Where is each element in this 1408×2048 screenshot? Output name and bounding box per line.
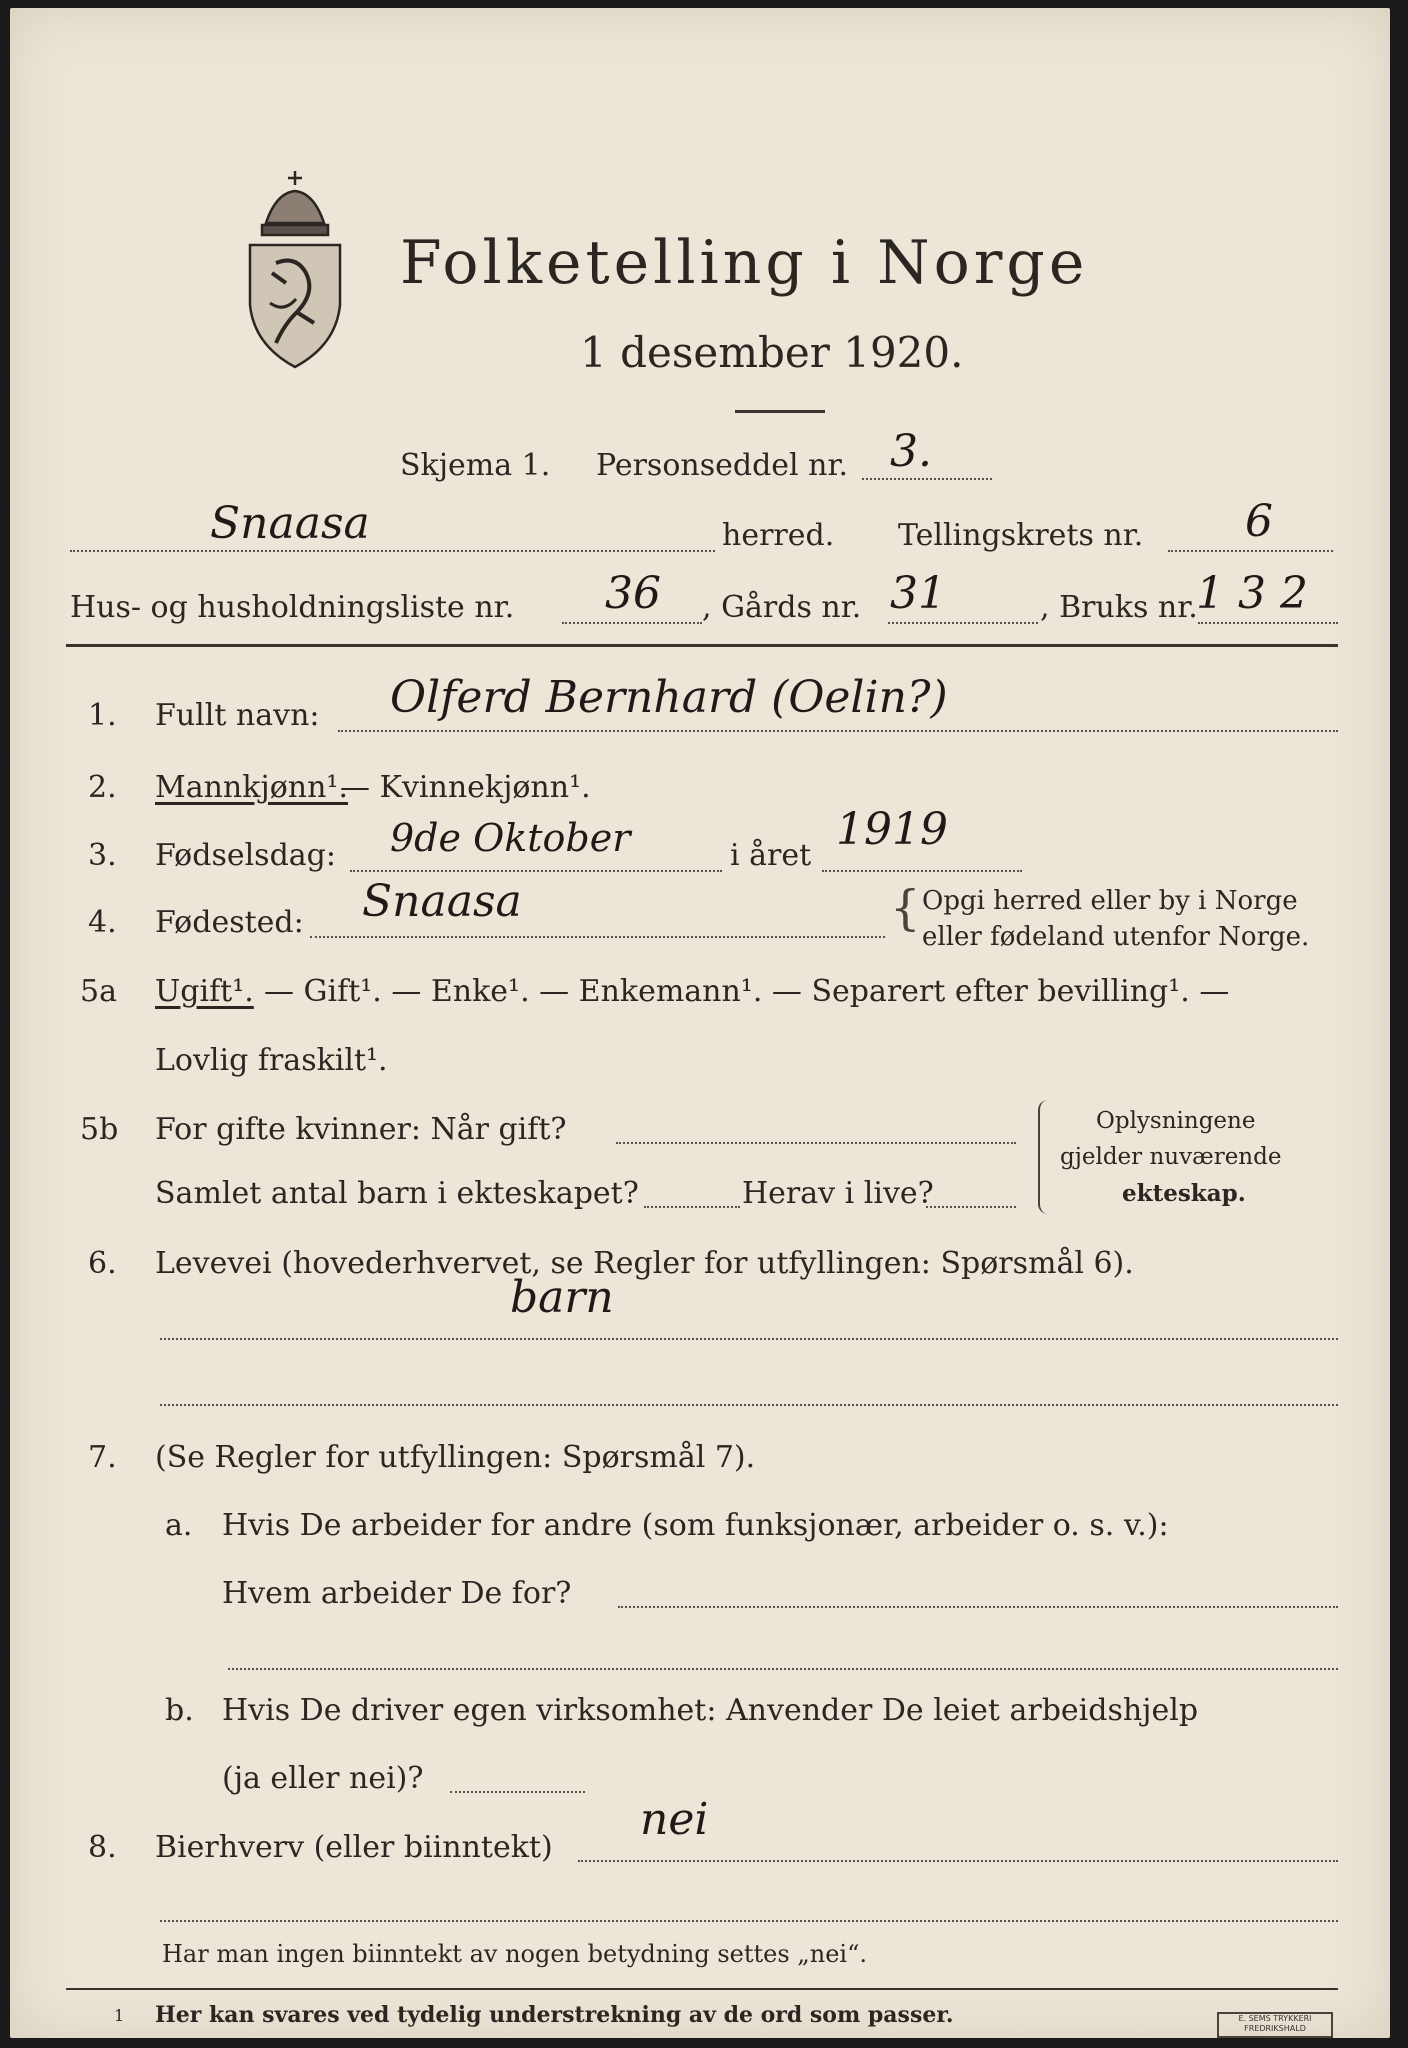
q3-birthdate-value[interactable]: 9de Oktober bbox=[390, 816, 631, 860]
q4-note-brace: { bbox=[890, 880, 921, 936]
q8-side-income-value[interactable]: nei bbox=[640, 1794, 709, 1845]
q5a-ugift-option[interactable]: Ugift¹. bbox=[155, 974, 254, 1009]
herred-label: herred. bbox=[722, 518, 835, 553]
q7a-label-1: Hvis De arbeider for andre (som funksjonær, arbeider o. s. v.): bbox=[222, 1508, 1169, 1543]
census-date: 1 desember 1920. bbox=[580, 328, 964, 377]
q5b-married-label: For gifte kvinner: Når gift? bbox=[155, 1112, 567, 1147]
title-divider bbox=[735, 410, 825, 413]
tellingskrets-label: Tellingskrets nr. bbox=[898, 518, 1144, 553]
herred-value[interactable]: Snaasa bbox=[210, 498, 370, 549]
q2-number: 2. bbox=[88, 770, 117, 805]
bruks-value[interactable]: 1 3 2 bbox=[1196, 568, 1308, 619]
q4-number: 4. bbox=[88, 905, 117, 940]
q5b-alive-label: Herav i live? bbox=[742, 1176, 934, 1211]
q5a-number: 5a bbox=[80, 974, 117, 1009]
printer-name: E. SEMS TRYKKERI bbox=[1238, 2014, 1312, 2023]
q5b-note-line-1: Oplysningene bbox=[1096, 1108, 1256, 1134]
q5a-line-2[interactable]: Lovlig fraskilt¹. bbox=[155, 1043, 388, 1078]
q3-label: Fødselsdag: bbox=[155, 838, 336, 873]
personseddel-value[interactable]: 3. bbox=[890, 426, 932, 477]
q2-female-option[interactable]: — Kvinnekjønn¹. bbox=[340, 770, 591, 805]
q5b-note-line-2: gjelder nuværende bbox=[1060, 1144, 1282, 1170]
footnote-text: Her kan svares ved tydelig understrekning av de ord som passer. bbox=[155, 2002, 954, 2028]
q7a-number: a. bbox=[165, 1508, 193, 1543]
q5b-number: 5b bbox=[80, 1112, 119, 1147]
footnote-mark: 1 bbox=[114, 2006, 125, 2025]
norwegian-coat-of-arms-icon bbox=[236, 163, 354, 378]
q5b-children-label: Samlet antal barn i ekteskapet? bbox=[155, 1176, 639, 1211]
q1-label: Fullt navn: bbox=[155, 698, 320, 733]
bruks-label: , Bruks nr. bbox=[1040, 590, 1198, 625]
q5b-note-line-3: ekteskap. bbox=[1122, 1180, 1246, 1207]
q5b-note-bracket bbox=[1038, 1100, 1048, 1214]
q8-note: Har man ingen biinntekt av nogen betydning settes „nei“. bbox=[162, 1940, 867, 1968]
q4-note-line-2: eller fødeland utenfor Norge. bbox=[922, 922, 1310, 952]
printer-stamp bbox=[1217, 2012, 1333, 2038]
form-title: Folketelling i Norge bbox=[400, 228, 1089, 298]
q3-year-value[interactable]: 1919 bbox=[836, 804, 948, 855]
q4-note-line-1: Opgi herred eller by i Norge bbox=[922, 886, 1298, 916]
printer-city: FREDRIKSHALD bbox=[1244, 2024, 1306, 2033]
q6-occupation-value[interactable]: barn bbox=[510, 1272, 614, 1323]
q7b-label-1: Hvis De driver egen virksomhet: Anvender De leiet arbeidshjelp bbox=[222, 1693, 1199, 1728]
q1-number: 1. bbox=[88, 698, 117, 733]
hus-label: Hus- og husholdningsliste nr. bbox=[70, 590, 515, 625]
q4-label: Fødested: bbox=[155, 905, 304, 940]
q1-full-name-value[interactable]: Olferd Bernhard (Oelin?) bbox=[390, 672, 948, 723]
hus-value[interactable]: 36 bbox=[605, 568, 661, 619]
q4-birthplace-value[interactable]: Snaasa bbox=[362, 876, 522, 927]
q7b-number: b. bbox=[165, 1693, 194, 1728]
q3-number: 3. bbox=[88, 838, 117, 873]
q8-label: Bierhverv (eller biinntekt) bbox=[155, 1830, 553, 1865]
personseddel-label: Personseddel nr. bbox=[596, 448, 849, 483]
footer-divider bbox=[66, 1988, 1338, 1990]
gards-value[interactable]: 31 bbox=[890, 568, 946, 619]
q2-male-option[interactable]: Mannkjønn¹. bbox=[155, 770, 348, 805]
gards-label: , Gårds nr. bbox=[702, 590, 862, 625]
q6-number: 6. bbox=[88, 1246, 117, 1281]
q5a-other-options[interactable]: — Gift¹. — Enke¹. — Enkemann¹. — Separert efter bevilling¹. — bbox=[264, 974, 1230, 1009]
q3-year-label: i året bbox=[730, 838, 812, 873]
schema-label: Skjema 1. bbox=[400, 448, 551, 483]
q8-number: 8. bbox=[88, 1830, 117, 1865]
q7-label: (Se Regler for utfyllingen: Spørsmål 7). bbox=[155, 1440, 756, 1475]
header-divider bbox=[66, 644, 1338, 647]
q7-number: 7. bbox=[88, 1440, 117, 1475]
q7a-label-2: Hvem arbeider De for? bbox=[222, 1576, 572, 1611]
q7b-label-2: (ja eller nei)? bbox=[222, 1761, 424, 1796]
q6-label: Levevei (hovederhvervet, se Regler for utfyllingen: Spørsmål 6). bbox=[155, 1246, 1134, 1281]
census-form-sheet bbox=[10, 8, 1390, 2038]
tellingskrets-value[interactable]: 6 bbox=[1245, 496, 1273, 547]
